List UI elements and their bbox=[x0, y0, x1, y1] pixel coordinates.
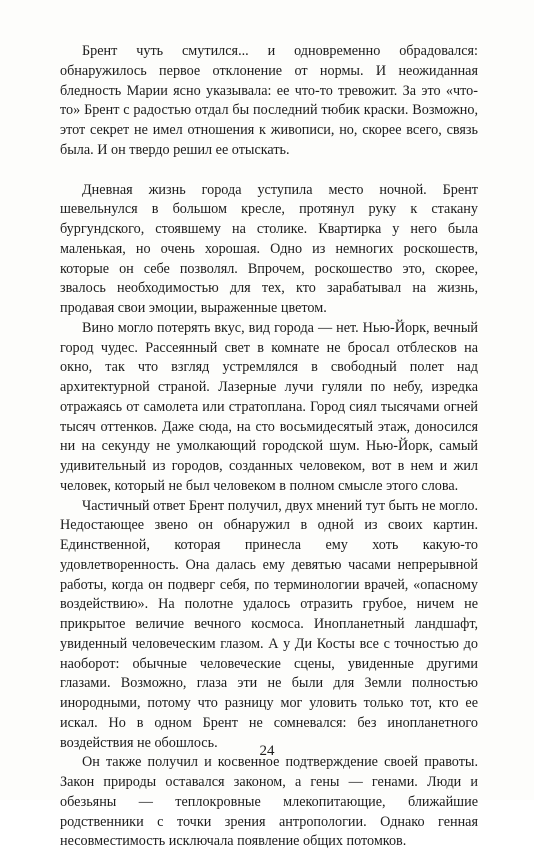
paragraph-4: Частичный ответ Брент получил, двух мнений тут быть не могло. Недостающее звено он обнаружил в одной из своих картин. Единственной, которая принесла ему хоть какую-то удовлетворенность. Она далась ему девятью часами непрерывной работы, когда он подверг себя, по терминологии врачей, «опасному воздействию». На полотне удалось отразить грубое, ничем не прикрытое величие вечного космоса. Инопланетный ландшафт, увиденный человеческим глазом. А у Ди Косты все с точностью до наоборот: обычные человеческие сцены, увиденные другими глазами. Возможно, глаза эти не были для Земли полностью инородными, потому что разницу мог уловить только тот, кто ее искал. Но в одном Брент не сомневался: без инопланетного воздействия не обошлось. bbox=[60, 497, 478, 751]
page-number: 24 bbox=[259, 743, 275, 759]
paragraph-2: Дневная жизнь города уступила место ночной. Брент шевельнулся в большом кресле, протянул руку к стакану бургундского, стоявшему на столике. Квартирка у него была маленькая, но очень хорошая. Одно из немногих роскошеств, которые он себе позволял. Впрочем, роскошество это, скорее, звалось необходимостью для тех, кто зарабатывал на жизнь, продавая свои эмоции, выраженные цветом. bbox=[60, 181, 478, 316]
page-text bbox=[60, 42, 478, 852]
paragraph-3: Вино могло потерять вкус, вид города — нет. Нью-Йорк, вечный город чудес. Рассеянный свет в комнате не бросал отблесков на окно, так что взгляд устремлялся в свободный полет над архитектурной страной. Лазерные лучи гуляли по небу, изредка отражаясь от самолета или стратоплана. Город сиял тысячами огней тысяч оттенков. Даже сюда, на сто восьмидесятый этаж, доносился ни на секунду не умолкающий городской шум. Нью-Йорк, самый удивительный из городов, созданных человеком, вот в нем и жил человек, который не был человеком в полном смысле этого слова. bbox=[60, 319, 478, 494]
paragraph-1: Брент чуть смутился... и одновременно обрадовался: обнаружилось первое отклонение от нормы. И неожиданная бледность Марии ясно указывала: ее что-то тревожит. За это «что-то» Брент с радостью отдал бы последний тюбик краски. Возможно, этот секрет не имел отношения к живописи, но, скорее всего, связь была. И он твердо решил ее отыскать. bbox=[60, 43, 478, 158]
paragraph-5: Он также получил и косвенное подтверждение своей правоты. Закон природы оставался законом, а гены — генами. Люди и обезьяны — теплокровные млекопитающие, ближайшие родственники с точки зрения антропологии. Однако генная несовместимость исключала появление общих потомков. bbox=[60, 754, 478, 850]
